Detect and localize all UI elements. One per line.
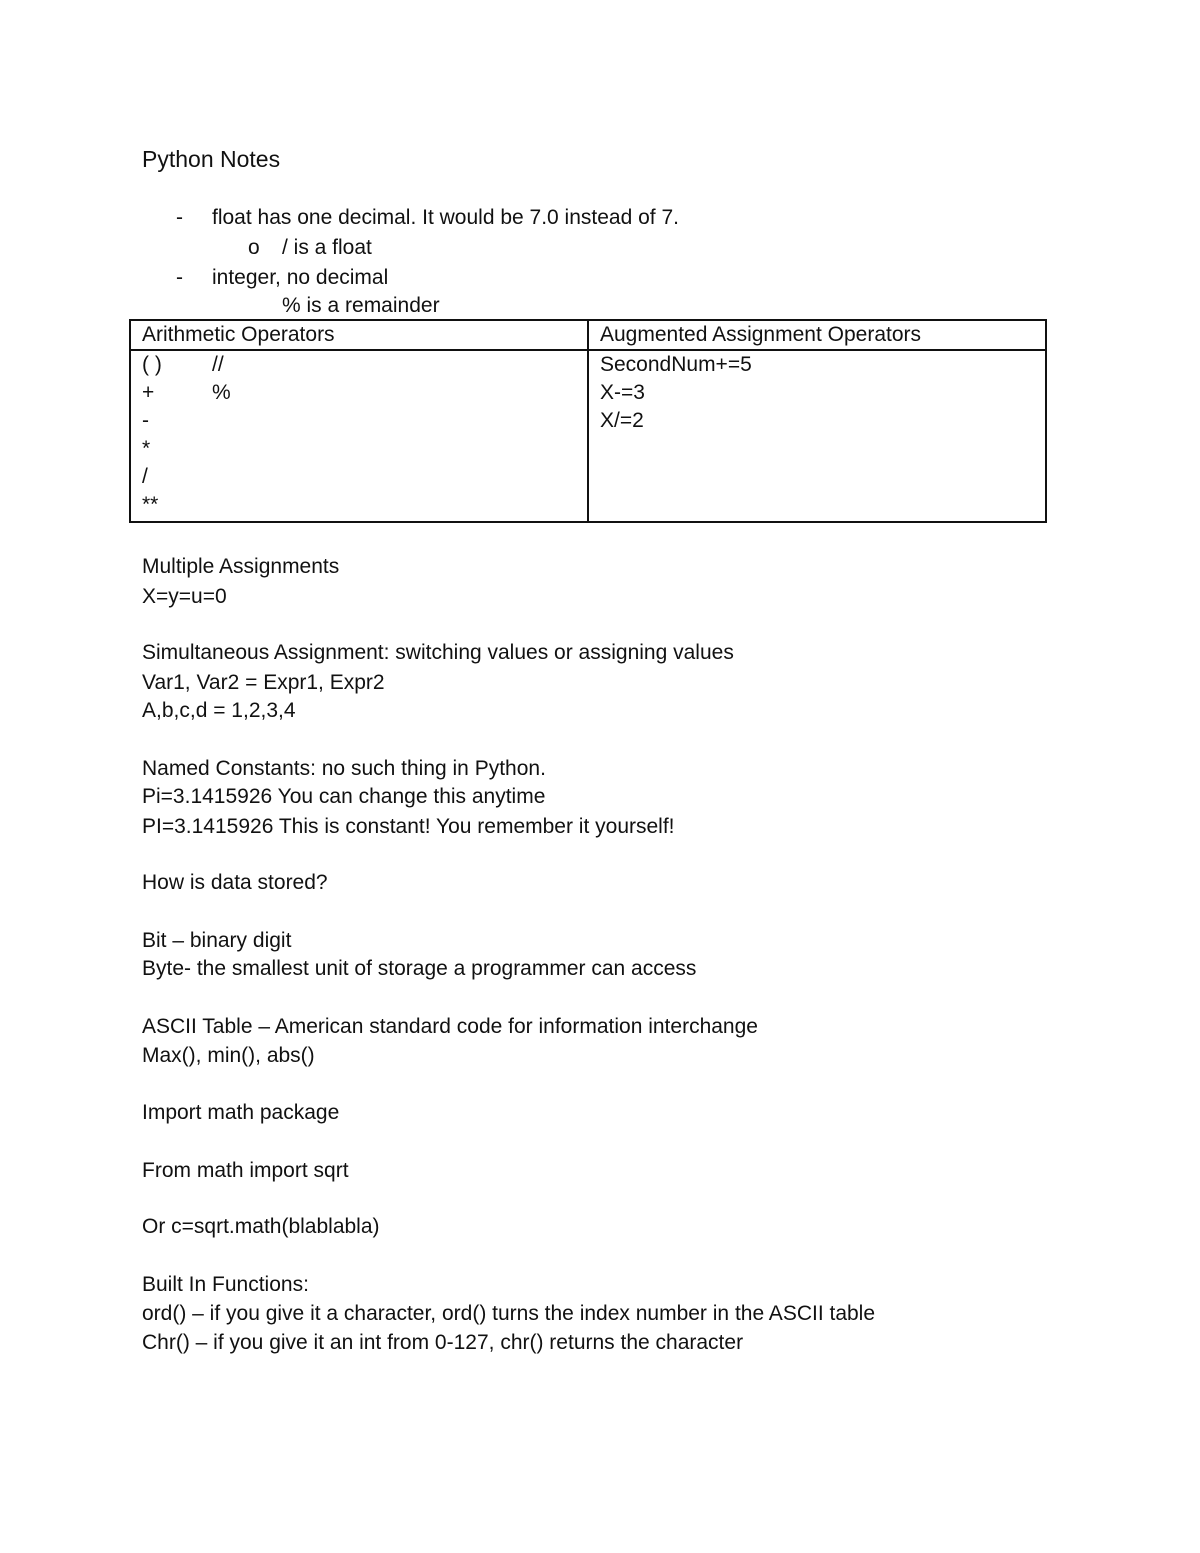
operator: - bbox=[142, 409, 149, 432]
operators-table bbox=[129, 319, 1047, 523]
chr-line: Chr() – if you give it an int from 0-127, chr() returns the character bbox=[142, 1331, 744, 1354]
data-question: How is data stored? bbox=[142, 871, 328, 894]
simultaneous-line: Var1, Var2 = Expr1, Expr2 bbox=[142, 671, 385, 694]
operator: / bbox=[142, 465, 148, 488]
ord-line: ord() – if you give it a character, ord() turns the index number in the ASCII table bbox=[142, 1302, 876, 1325]
operator: ** bbox=[142, 493, 159, 516]
multiple-assignments-heading: Multiple Assignments bbox=[142, 555, 340, 578]
header-arithmetic: Arithmetic Operators bbox=[130, 320, 588, 350]
operator: + bbox=[142, 381, 155, 404]
sub-bullet-float: / is a float bbox=[282, 236, 372, 259]
bullet-integer: integer, no decimal bbox=[212, 266, 389, 289]
sub-bullet-marker: o bbox=[248, 236, 260, 259]
bullet-marker: - bbox=[176, 206, 183, 229]
bullet-float: float has one decimal. It would be 7.0 instead of 7. bbox=[212, 206, 679, 229]
sub-item-remainder: % is a remainder bbox=[282, 294, 440, 317]
ascii-line: ASCII Table – American standard code for information interchange bbox=[142, 1015, 758, 1038]
augmented-cell bbox=[588, 350, 1046, 522]
operator: // bbox=[212, 353, 224, 376]
augmented-example: SecondNum+=5 bbox=[600, 353, 752, 376]
operator: * bbox=[142, 437, 151, 460]
builtin-heading: Built In Functions: bbox=[142, 1273, 309, 1296]
multiple-assignments-example: X=y=u=0 bbox=[142, 585, 227, 608]
arithmetic-cell bbox=[130, 350, 588, 522]
bit-line: Bit – binary digit bbox=[142, 929, 292, 952]
bullet-marker: - bbox=[176, 266, 183, 289]
augmented-example: X-=3 bbox=[600, 381, 645, 404]
operator: % bbox=[212, 381, 231, 404]
functions-line: Max(), min(), abs() bbox=[142, 1044, 315, 1067]
page-title: Python Notes bbox=[142, 146, 281, 172]
simultaneous-heading: Simultaneous Assignment: switching values or assigning values bbox=[142, 641, 734, 664]
simultaneous-line: A,b,c,d = 1,2,3,4 bbox=[142, 699, 296, 722]
constants-line: PI=3.1415926 This is constant! You remember it yourself! bbox=[142, 815, 675, 838]
operator: ( ) bbox=[142, 353, 162, 376]
augmented-example: X/=2 bbox=[600, 409, 644, 432]
byte-line: Byte- the smallest unit of storage a programmer can access bbox=[142, 957, 697, 980]
constants-line: Pi=3.1415926 You can change this anytime bbox=[142, 785, 546, 808]
constants-heading: Named Constants: no such thing in Python. bbox=[142, 757, 546, 780]
import-line: Import math package bbox=[142, 1101, 340, 1124]
from-import-line: From math import sqrt bbox=[142, 1159, 349, 1182]
header-augmented: Augmented Assignment Operators bbox=[588, 320, 1046, 350]
or-line: Or c=sqrt.math(blablabla) bbox=[142, 1215, 380, 1238]
